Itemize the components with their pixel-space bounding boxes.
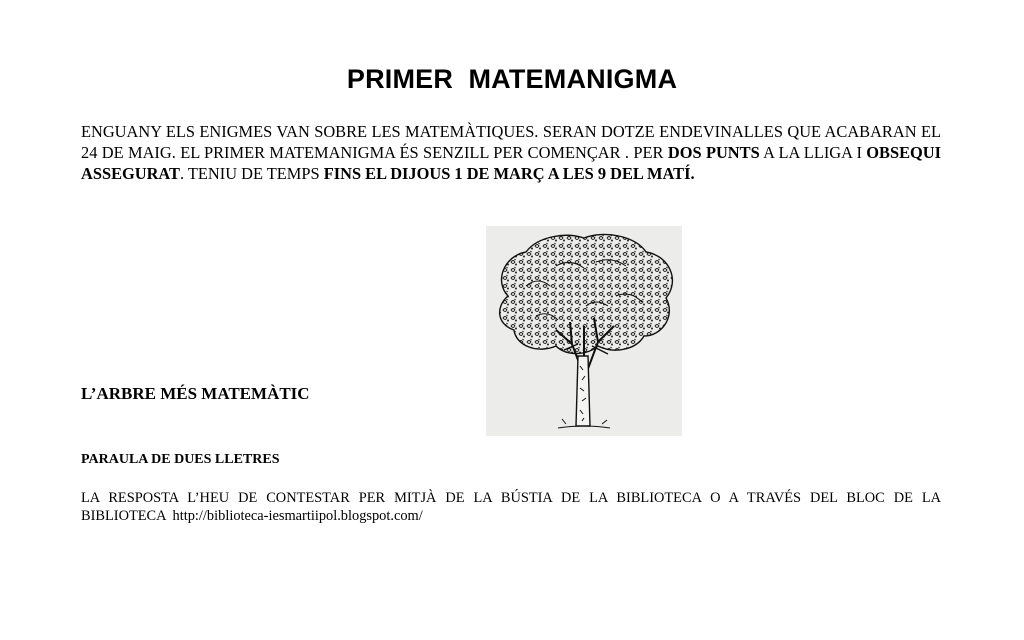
riddle-heading: L’ARBRE MÉS MATEMÀTIC [81, 384, 310, 403]
answer-text: LA RESPOSTA L’HEU DE CONTESTAR PER MITJÀ DE LA BÚSTIA DE LA BIBLIOTECA O A TRAVÉS DEL BLOC DE LA BIBLIOTECA [81, 490, 941, 524]
intro-bold-points: DOS PUNTS [667, 143, 760, 162]
intro-paragraph [81, 121, 941, 184]
tree-illustration-icon [486, 226, 682, 436]
intro-bold-gift: OBSEQUI ASSEGURAT [81, 143, 941, 183]
document-title: PRIMER MATEMANIGMA [346, 64, 678, 94]
tree-image [486, 226, 682, 436]
intro-bold-deadline: FINS EL DIJOUS 1 DE MARÇ A LES 9 DEL MATÍ. [323, 164, 695, 183]
intro-text-1: ENGUANY ELS ENIGMES VAN SOBRE LES MATEMÀTIQUES. SERAN DOTZE ENDEVINALLES QUE ACABARAN EL 24 DE MAIG. EL PRIMER MATEMANIGMA ÉS SENZILL PER COMENÇAR . PER [81, 122, 941, 162]
blog-url-link[interactable]: http://biblioteca-iesmartiipol.blogspot.com/ [172, 508, 423, 524]
answer-instructions [81, 489, 941, 525]
intro-text-3: . TENIU DE TEMPS [179, 164, 324, 183]
riddle-hint: PARAULA DE DUES LLETRES [81, 452, 280, 467]
intro-text-2: A LA LLIGA I [759, 143, 867, 162]
